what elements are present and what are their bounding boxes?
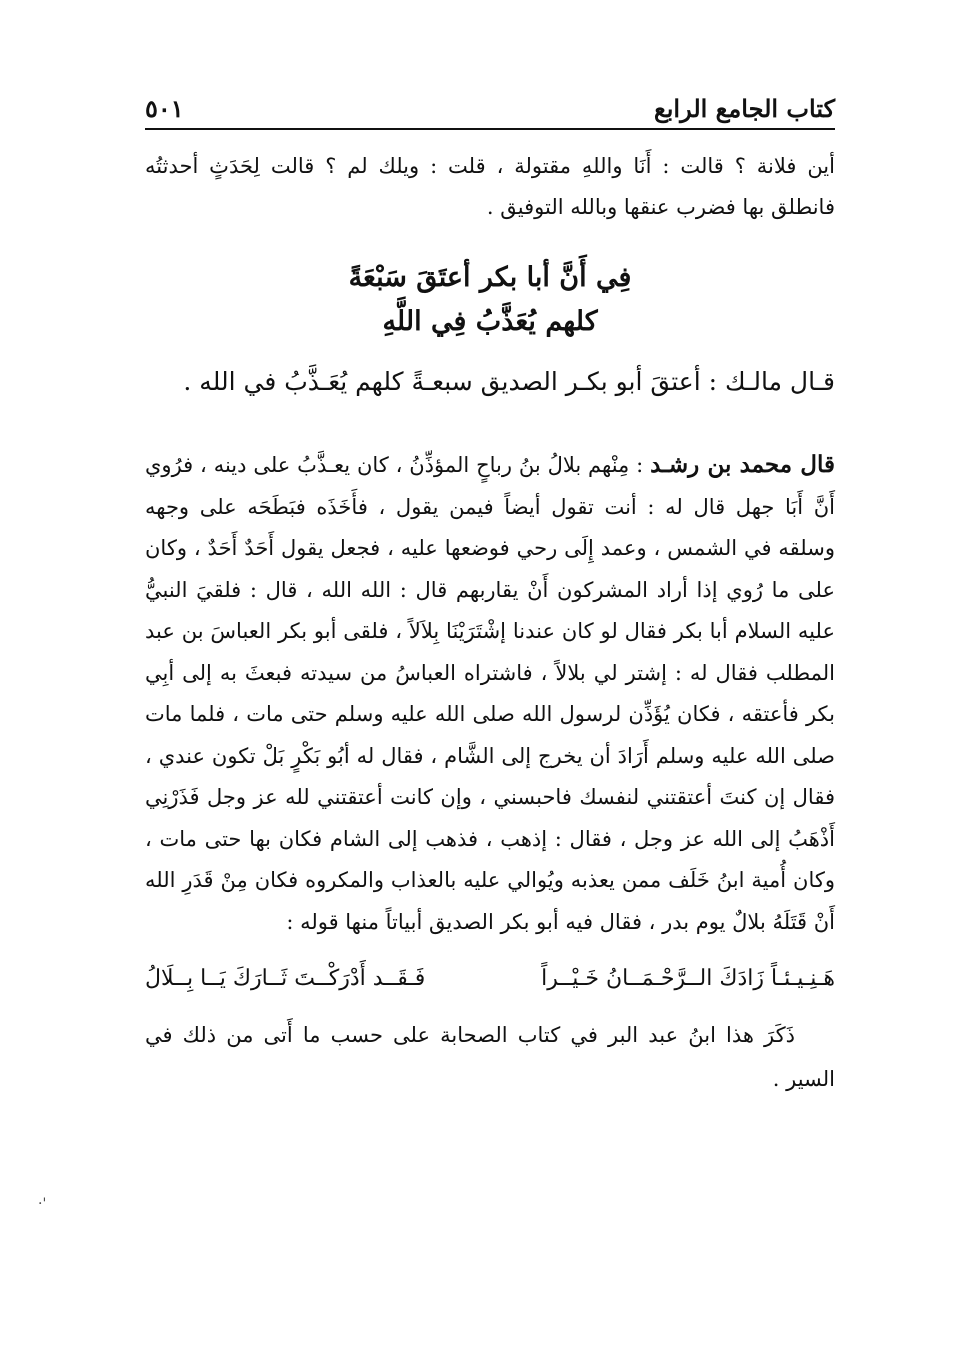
running-title: كتاب الجامع الرابع <box>653 94 835 123</box>
chapter-heading-line-1: فِي أَنَّ أبا بكر أعتَقَ سَبْعَةً <box>348 262 632 293</box>
commentary-text: : مِنْهم بلالُ بنُ رباحٍ المؤذِّنُ ، كان يعـذَّبُ على دينه ، فرُوي أَنَّ أَبَا جهل قال له : أنت تقول أيضاً فيمن يقول ، فأَخَذَه فبَطَحَه على وجهه وسلقه في الشمس ، وعمد إِلَى رحي فوضعها عليه ، فجعل يقول أَحَدٌ أَحَدٌ ، وكان على ما رُوي إذا أراد المشركون أَنْ يقاربهم قال : الله الله ، قال : فلقيَ النبيُّ عليه السلام أبا بكر فقال لو كان عندنا إشْتَرَيْنَا بِلاَلاً ، فلقى أبو بكر العباسَ بن عبد المطلب فقال له : إشتر لي بلالاً ، فاشتراه العباسُ من سيدته فبعثَ به إلى أبِي بكر فأعتقه ، فكان يُؤَذِّن لرسول الله صلى الله عليه وسلم حتى مات ، فلما مات صلى الله عليه وسلم أَرَادَ أن يخرج إلى الشَّام ، فقال له أبُو بَكْرٍ بَلْ تكون عندي ، فقال إن كنتَ أعتقتني لنفسك فاحبسني ، وإن كانت أعتقتني لله عز وجل فَذَرْنِي أَذْهَبُ إلى الله عز وجل ، فقال : إذهب ، فذهب إلى الشام فكان بها حتى مات ، وكان أُمية ابنُ خَلَف ممن يعذبه ويُوالي عليه بالعذاب والمكروه فكان مِنْ قَدَرِ الله أَنْ قَتَلَهُ بلالٌ يوم بدر ، فقال فيه أبو بكر الصديق أبياتاً منها قوله : <box>145 453 835 934</box>
lead-paragraph: قـال مالـك : أعتقَ أبو بكـر الصديق سبعـةً كلهم يُعَـذَّبُ في الله . <box>183 367 835 396</box>
commentary-paragraph <box>145 444 835 943</box>
chapter-heading-line-2: كلهم يُعَذَّبُ فِي اللَّهِ <box>382 306 598 337</box>
page-number: ٥٠١ <box>145 94 184 123</box>
running-header <box>145 88 835 130</box>
verse-second-hemistich: فَـقَــد أَدْرَكْــتَ ثَــارَكَ يَــا بِــلَالُ <box>145 966 426 991</box>
paragraph-opening: أين فلانة ؟ قالت : أَنَا واللهِ مقتولة ، قلت : ويلك لم ؟ قالت لِحَدَثٍ أحدثتُه فانطلق بها فضرب عنقها وبالله التوفيق . <box>145 154 835 219</box>
book-page <box>145 88 835 1101</box>
poetry-verse <box>145 957 835 1001</box>
closing-paragraph: ذَكَرَ هذا ابنُ عبد البر في كتاب الصحابة على حسب ما أَتى من ذلك في السير . <box>145 1023 835 1091</box>
scan-speck: ·' <box>38 1196 47 1212</box>
verse-first-hemistich: هَـنِـيـئـاً زَادَكَ الــرَّحْـمَــانُ خَـيْــراً <box>541 966 835 991</box>
commentator-name: قال محمد بن رشـد <box>650 451 835 478</box>
chapter-heading <box>145 256 835 344</box>
